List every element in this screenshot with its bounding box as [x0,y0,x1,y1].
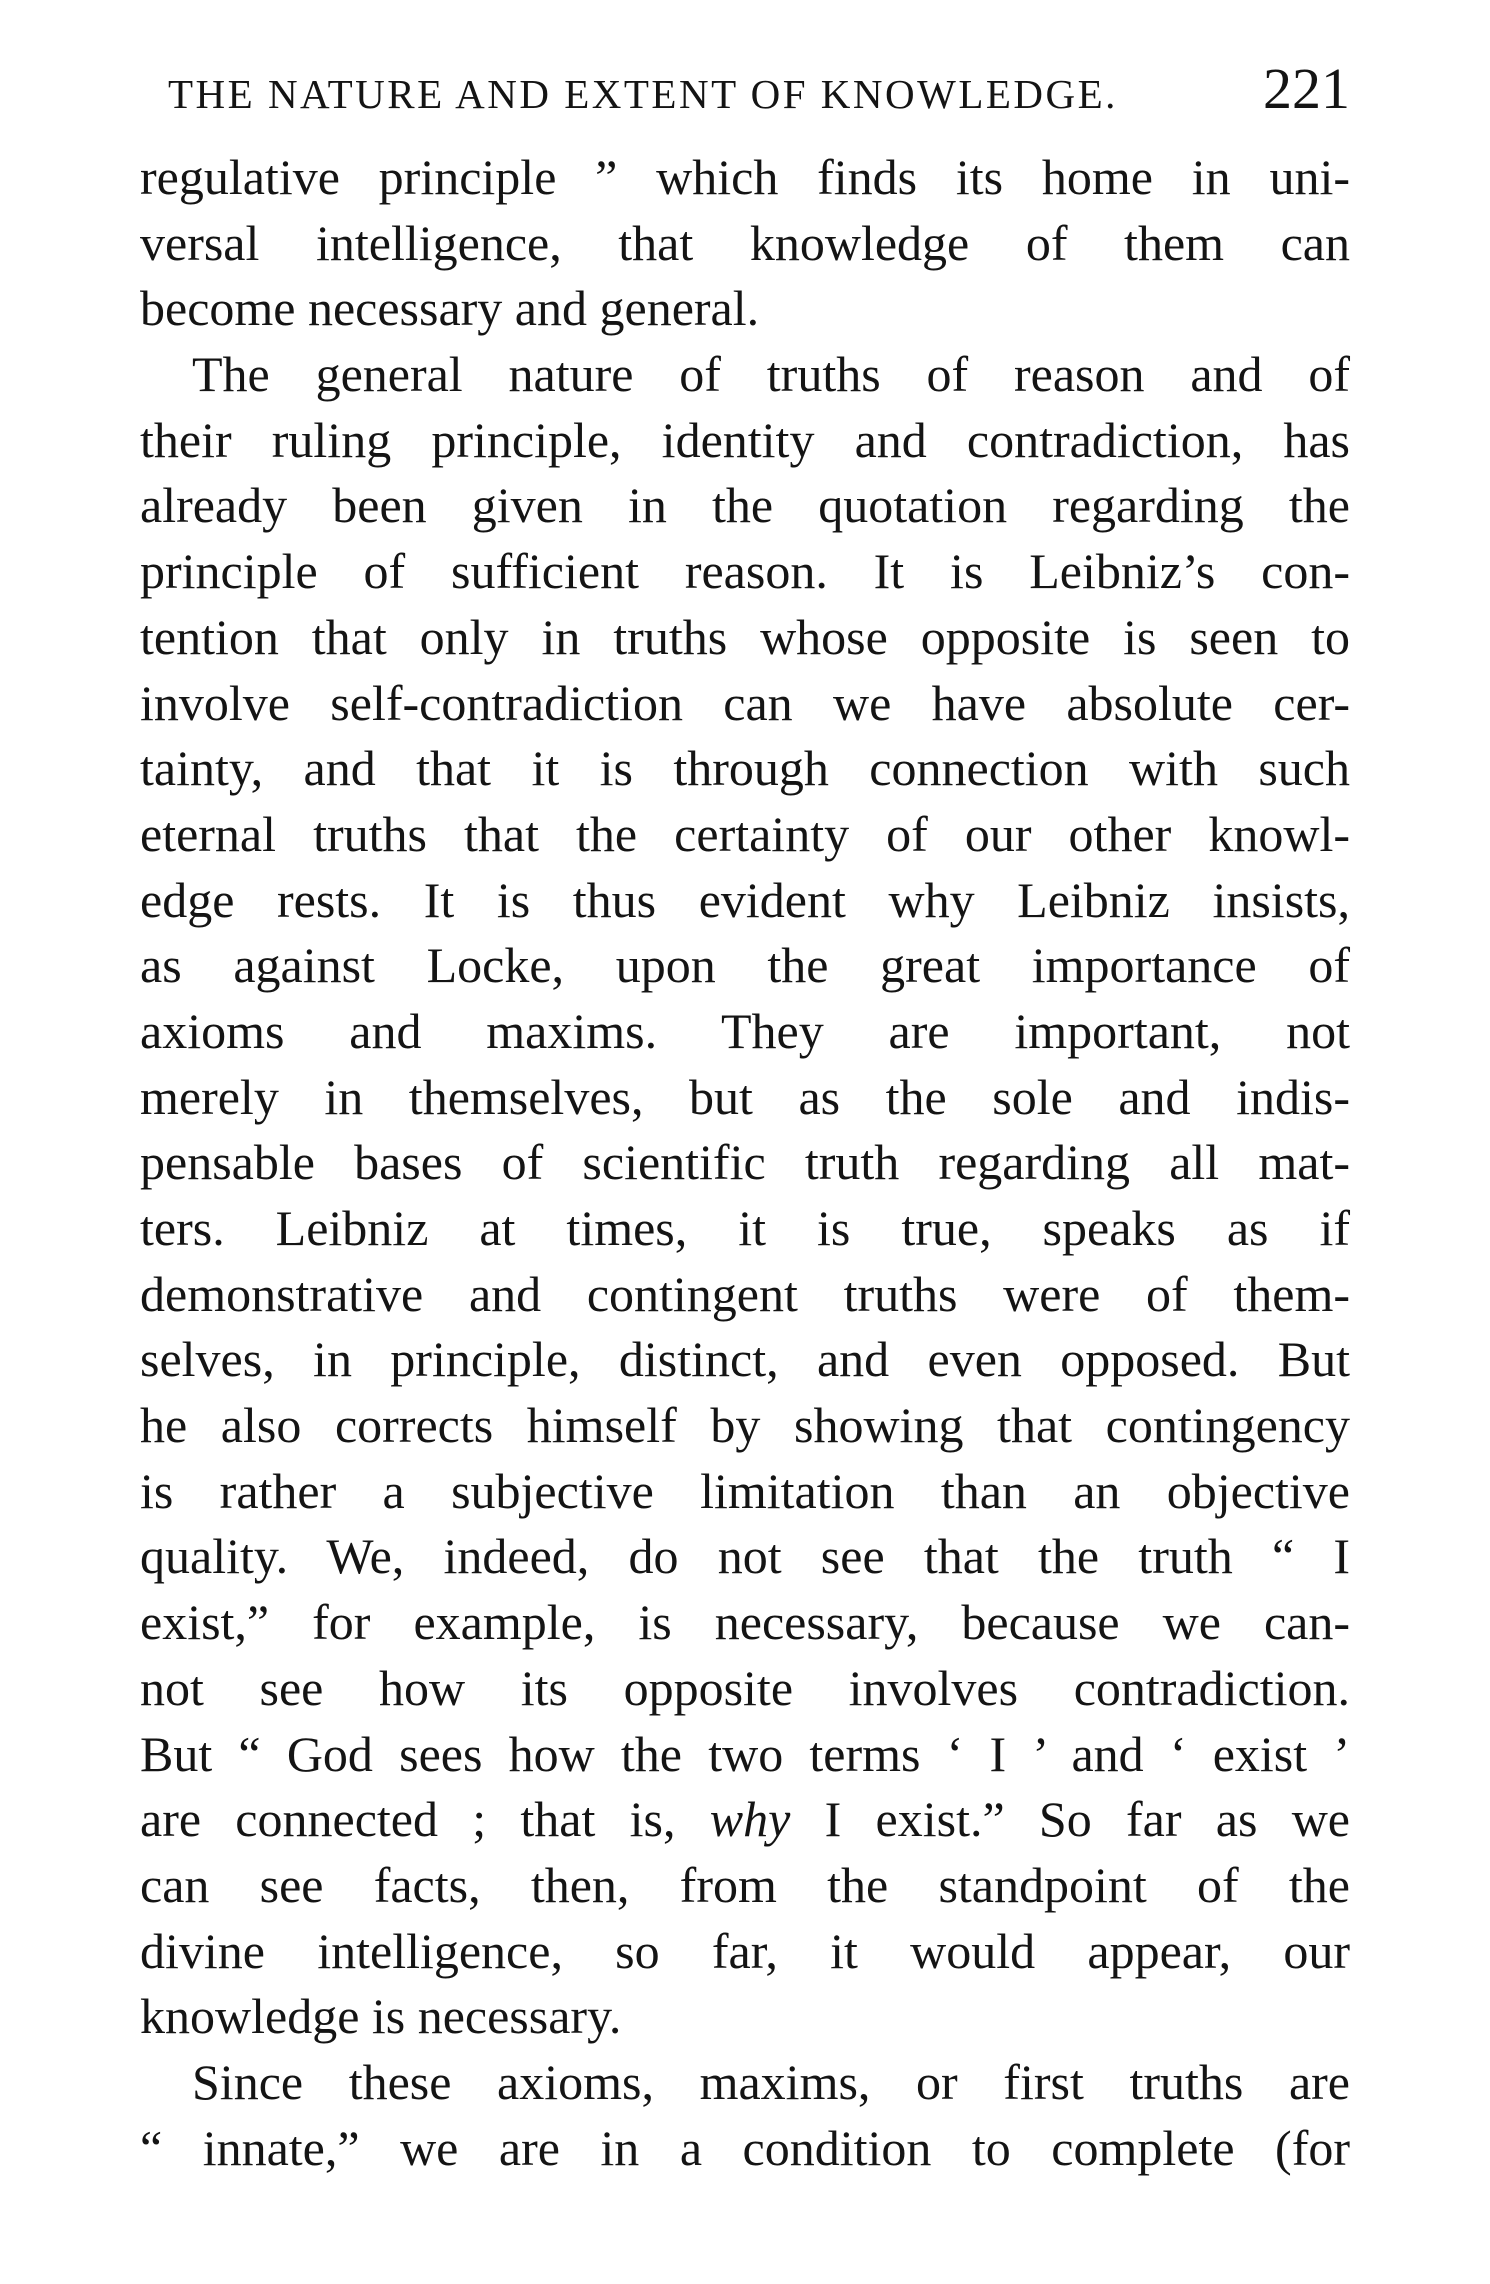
text-line: become necessary and general. [140,280,760,337]
text-line: But “ God sees how the two terms ‘ I ’ and ‘ exist ’ [140,1725,1350,1782]
text-line: their ruling principle, identity and contradiction, has [140,411,1350,468]
text-line: knowledge is necessary. [140,1988,622,2045]
paragraph-start-line: The general nature of truths of reason and of [192,346,1350,403]
text-line: “ innate,” we are in a condition to complete (for [140,2119,1350,2176]
text-line: regulative principle ” which finds its home in uni- [140,149,1350,205]
text-line: exist,” for example, is necessary, because we can- [140,1594,1350,1651]
text-line: already been given in the quotation regarding the [140,477,1350,534]
text-line: edge rests. It is thus evident why Leibniz insists, [140,871,1350,928]
text-span: are connected ; that is, [140,1791,710,1848]
text-line: not see how its opposite involves contradiction. [140,1659,1350,1716]
text-line: quality. We, indeed, do not see that the truth “ I [140,1528,1350,1585]
paragraph-start-line: Since these axioms, maxims, or first truths are [192,2053,1350,2110]
text-line: divine intelligence, so far, it would appear, our [140,1922,1350,1979]
running-head [150,52,1350,132]
text-line: merely in themselves, but as the sole and indis- [140,1068,1350,1125]
text-line: he also corrects himself by showing that contingency [140,1397,1350,1454]
text-line: principle of sufficient reason. It is Leibniz’s con- [140,543,1350,600]
text-line: versal intelligence, that knowledge of them can [140,214,1350,271]
text-line: selves, in principle, distinct, and even opposed. But [140,1331,1350,1388]
running-title: THE NATURE AND EXTENT OF KNOWLEDGE. [168,71,1118,117]
text-line: is rather a subjective limitation than an objective [140,1462,1350,1519]
text-line: as against Locke, upon the great importance of [140,937,1350,994]
text-line: tention that only in truths whose opposite is seen to [140,608,1350,665]
text-line: axioms and maxims. They are important, not [140,1002,1350,1059]
page-number: 221 [1263,56,1350,121]
text-span: I exist.” So far as we [790,1791,1350,1848]
text-line: eternal truths that the certainty of our other knowl- [140,805,1350,862]
italic-word: why [709,1791,791,1848]
text-line: involve self-contradiction can we have absolute cer- [140,674,1350,731]
text-line: pensable bases of scientific truth regarding all mat- [140,1134,1350,1191]
text-line: tainty, and that it is through connection with such [140,740,1350,797]
text-line: can see facts, then, from the standpoint of the [140,1856,1350,1913]
body-text [140,145,1350,2181]
text-line: ters. Leibniz at times, it is true, speaks as if [140,1200,1350,1256]
text-line-with-italic [140,1787,1350,1853]
text-line: demonstrative and contingent truths were of them- [140,1265,1350,1322]
